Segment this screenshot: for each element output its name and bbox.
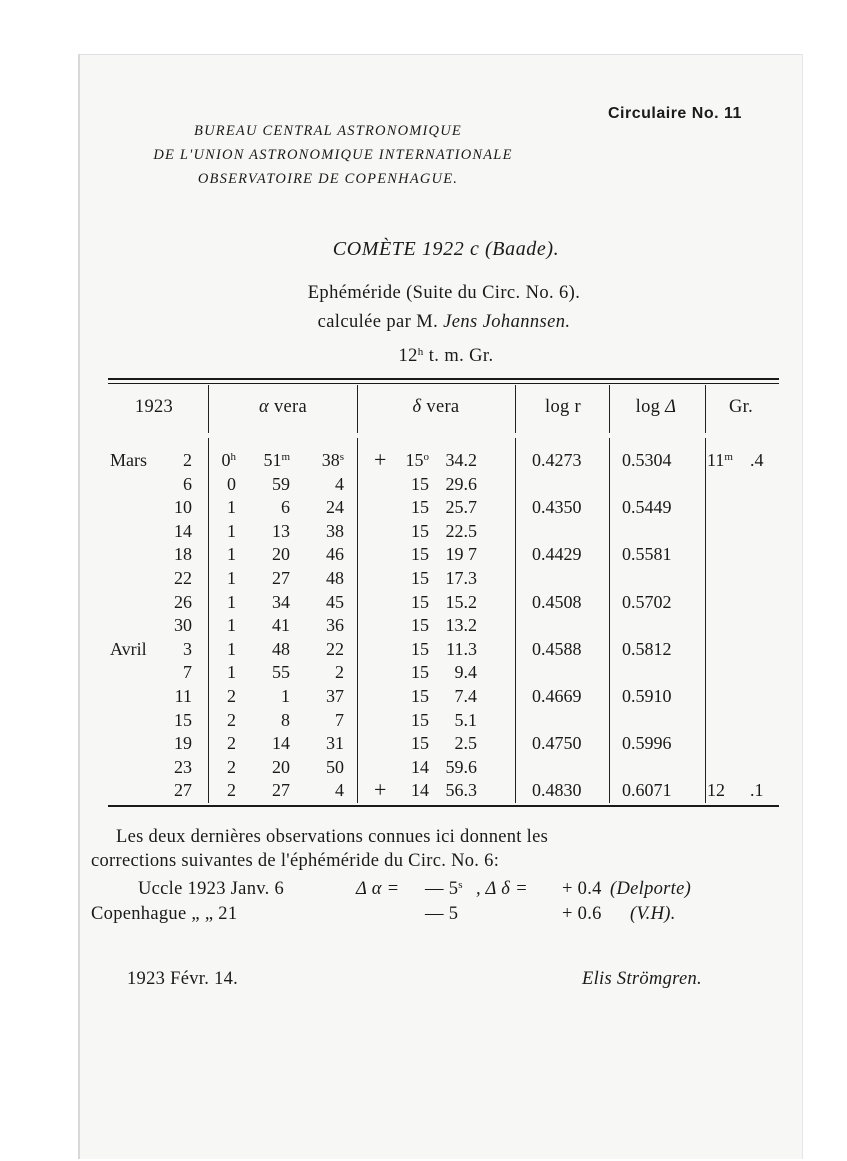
header-log-r: log r xyxy=(545,397,581,417)
row-log-r: 0.4750 xyxy=(532,733,582,754)
row-dec-degrees: 15 xyxy=(411,591,429,612)
row-ra-seconds: 36 xyxy=(326,615,344,636)
row-ra-hours: 1 xyxy=(227,591,236,612)
row-ra-seconds: 38$^s$ xyxy=(321,450,344,470)
row-magnitude-decimal: .1 xyxy=(750,780,764,801)
row-ra-seconds: 31 xyxy=(326,733,344,754)
unit-superscript: m xyxy=(281,451,290,463)
row-ra-seconds: 22 xyxy=(326,638,344,659)
row-day: 27 xyxy=(174,780,192,801)
row-dec-degrees: 15$^o$ xyxy=(405,450,429,470)
row-log-r: 0.4429 xyxy=(532,544,582,565)
row-dec-minutes: 22.5 xyxy=(445,520,477,541)
row-dec-minutes: 11.3 xyxy=(446,638,477,659)
row-dec-degrees: 15 xyxy=(411,520,429,541)
row-dec-degrees: 15 xyxy=(411,615,429,636)
row-day: 6 xyxy=(183,473,192,494)
row-dec-minutes: 34.2 xyxy=(445,450,477,470)
row-ra-minutes: 27 xyxy=(272,780,290,801)
row-day: 26 xyxy=(174,591,192,612)
row-ra-hours: 2 xyxy=(227,733,236,754)
row-dec-degrees: 15 xyxy=(411,544,429,565)
unit-superscript: s xyxy=(339,451,344,463)
row-ra-seconds: 4 xyxy=(335,780,344,801)
row-dec-sign: + xyxy=(374,777,387,803)
row-dec-degrees: 15 xyxy=(411,733,429,754)
row-log-delta: 0.5581 xyxy=(622,544,672,565)
row-ra-hours: 1 xyxy=(227,662,236,683)
header-log-delta: log Δ xyxy=(635,397,677,417)
row-dec-minutes: 17.3 xyxy=(445,568,477,588)
row-log-delta: 0.5449 xyxy=(622,497,672,518)
row-day: 19 xyxy=(174,733,192,754)
computer-name: Jens Johannsen. xyxy=(443,312,571,332)
col-sep-5-head xyxy=(705,385,706,433)
table-top-rule-thin xyxy=(108,383,779,384)
row-day: 2 xyxy=(183,450,192,470)
row-dec-degrees: 15 xyxy=(411,709,429,730)
bureau-line-3: OBSERVATOIRE DE COPENHAGUE. xyxy=(197,171,459,187)
row-log-r: 0.4273 xyxy=(532,450,582,470)
row-ra-minutes: 51$^m$ xyxy=(263,450,290,470)
circular-number: Circulaire No. 11 xyxy=(608,105,742,122)
col-sep-4 xyxy=(609,438,610,803)
signature: Elis Strömgren. xyxy=(582,969,702,989)
notes-line-1: Les deux dernières observations connues ici donnent les xyxy=(116,827,549,847)
row-month: Mars xyxy=(110,450,147,470)
row-ra-seconds: 7 xyxy=(335,709,344,730)
row-ra-minutes: 20 xyxy=(272,544,290,565)
col-sep-3 xyxy=(515,438,516,803)
col-sep-5 xyxy=(705,438,706,803)
computed-by: calculée par M. Jens Johannsen. xyxy=(317,312,571,332)
row-dec-sign: + xyxy=(374,447,387,472)
header-magnitude: Gr. xyxy=(728,397,754,417)
row-day: 3 xyxy=(183,638,192,659)
row-dec-minutes: 15.2 xyxy=(445,591,477,612)
col-sep-3-head xyxy=(515,385,516,433)
row-ra-hours: 1 xyxy=(227,544,236,565)
row-log-r: 0.4588 xyxy=(532,638,582,659)
row-dec-degrees: 15 xyxy=(411,638,429,659)
row-dec-minutes: 29.6 xyxy=(445,473,477,494)
row-magnitude: 11$^m$ xyxy=(707,450,733,470)
row-dec-minutes: 59.6 xyxy=(445,756,477,777)
row-ra-minutes: 20 xyxy=(272,756,290,777)
col-sep-1-head xyxy=(208,385,209,433)
row-dec-minutes: 7.4 xyxy=(454,686,477,706)
obs-uccle-dd-label: , Δ δ = xyxy=(476,879,528,899)
row-day: 10 xyxy=(174,497,192,518)
row-ra-hours: 2 xyxy=(227,686,236,706)
row-dec-minutes: 5.1 xyxy=(454,709,477,730)
obs-copenhague-da: — 5 xyxy=(425,904,459,924)
row-ra-seconds: 50 xyxy=(326,756,344,777)
row-dec-degrees: 15 xyxy=(411,497,429,518)
issue-date: 1923 Févr. 14. xyxy=(127,969,239,989)
row-ra-minutes: 48 xyxy=(272,638,290,659)
row-dec-degrees: 15 xyxy=(411,568,429,588)
row-day: 30 xyxy=(174,615,192,636)
row-ra-hours: 0 xyxy=(227,473,236,494)
row-day: 14 xyxy=(174,520,192,541)
row-ra-hours: 1 xyxy=(227,497,236,518)
row-ra-minutes: 27 xyxy=(272,568,290,588)
notes-line-2: corrections suivantes de l'éphéméride du Circ. No. 6: xyxy=(91,851,500,871)
row-ra-hours: 1 xyxy=(227,615,236,636)
row-ra-minutes: 1 xyxy=(281,686,290,706)
row-dec-minutes: 9.4 xyxy=(454,662,477,683)
row-ra-hours: 2 xyxy=(227,756,236,777)
unit-superscript: o xyxy=(423,451,429,463)
obs-copenhague-observer: (V.H). xyxy=(630,904,676,924)
row-log-r: 0.4669 xyxy=(532,686,582,706)
row-dec-degrees: 15 xyxy=(411,662,429,683)
obs-copenhague-dd: + 0.6 xyxy=(562,904,602,924)
row-ra-minutes: 59 xyxy=(272,473,290,494)
row-ra-minutes: 34 xyxy=(272,591,290,612)
row-day: 7 xyxy=(183,662,192,683)
row-month: Avril xyxy=(110,638,147,659)
row-ra-minutes: 13 xyxy=(272,520,290,541)
row-dec-minutes: 2.5 xyxy=(454,733,477,754)
bureau-line-2: DE L'UNION ASTRONOMIQUE INTERNATIONALE xyxy=(153,147,513,163)
row-ra-seconds: 45 xyxy=(326,591,344,612)
row-magnitude-decimal: .4 xyxy=(750,450,764,470)
row-ra-hours: 0$^h$ xyxy=(221,450,236,470)
col-sep-1 xyxy=(208,438,209,803)
row-ra-seconds: 46 xyxy=(326,544,344,565)
row-ra-minutes: 8 xyxy=(281,709,290,730)
row-ra-hours: 2 xyxy=(227,709,236,730)
row-dec-minutes: 13.2 xyxy=(445,615,477,636)
col-sep-4-head xyxy=(609,385,610,433)
table-top-rule xyxy=(108,378,779,380)
header-year: 1923 xyxy=(134,397,174,417)
row-day: 18 xyxy=(174,544,192,565)
col-sep-2-head xyxy=(357,385,358,433)
row-log-delta: 0.6071 xyxy=(622,780,672,801)
row-day: 15 xyxy=(174,709,192,730)
row-ra-seconds: 4 xyxy=(335,473,344,494)
row-ra-seconds: 37 xyxy=(326,686,344,706)
row-ra-minutes: 41 xyxy=(272,615,290,636)
obs-uccle-place: Uccle 1923 Janv. 6 xyxy=(138,879,284,899)
row-log-delta: 0.5304 xyxy=(622,450,672,470)
row-dec-degrees: 15 xyxy=(411,686,429,706)
row-dec-degrees: 15 xyxy=(411,473,429,494)
row-dec-minutes: 56.3 xyxy=(445,780,477,801)
row-ra-hours: 1 xyxy=(227,520,236,541)
row-ra-hours: 1 xyxy=(227,568,236,588)
row-log-r: 0.4508 xyxy=(532,591,582,612)
row-day: 22 xyxy=(174,568,192,588)
row-ra-seconds: 38 xyxy=(326,520,344,541)
obs-uccle-da-label: Δ α = xyxy=(356,879,400,899)
header-alpha: α vera xyxy=(259,397,307,417)
row-log-delta: 0.5812 xyxy=(622,638,672,659)
col-sep-2 xyxy=(357,438,358,803)
obs-uccle-da: — 5$^s$ xyxy=(425,879,463,899)
bureau-line-1: BUREAU CENTRAL ASTRONOMIQUE xyxy=(194,123,462,139)
row-ra-minutes: 14 xyxy=(272,733,290,754)
row-magnitude: 12 xyxy=(707,780,725,801)
row-log-delta: 0.5702 xyxy=(622,591,672,612)
row-dec-minutes: 19 7 xyxy=(445,544,477,565)
row-day: 23 xyxy=(174,756,192,777)
row-log-r: 0.4350 xyxy=(532,497,582,518)
unit-superscript: m xyxy=(724,451,733,463)
unit-superscript: h xyxy=(230,451,236,463)
row-ra-hours: 2 xyxy=(227,780,236,801)
row-dec-degrees: 14 xyxy=(411,780,429,801)
header-delta: δ vera xyxy=(412,397,460,417)
row-log-delta: 0.5996 xyxy=(622,733,672,754)
row-ra-seconds: 48 xyxy=(326,568,344,588)
row-ra-minutes: 6 xyxy=(281,497,290,518)
row-ra-seconds: 24 xyxy=(326,497,344,518)
time-reference: 12$^h$ t. m. Gr. xyxy=(398,346,494,366)
obs-copenhague-place: Copenhague „ „ 21 xyxy=(91,904,238,924)
row-ra-hours: 1 xyxy=(227,638,236,659)
obs-uccle-dd: + 0.4 xyxy=(562,879,602,899)
row-dec-degrees: 14 xyxy=(411,756,429,777)
obs-uccle-observer: (Delporte) xyxy=(610,879,692,899)
row-ra-seconds: 2 xyxy=(335,662,344,683)
comet-title: COMÈTE 1922 c (Baade). xyxy=(332,238,560,260)
row-dec-minutes: 25.7 xyxy=(445,497,477,518)
row-ra-minutes: 55 xyxy=(272,662,290,683)
row-day: 11 xyxy=(174,686,192,706)
row-log-delta: 0.5910 xyxy=(622,686,672,706)
row-log-r: 0.4830 xyxy=(532,780,582,801)
table-bottom-rule xyxy=(108,805,779,807)
ephemeris-subtitle: Ephéméride (Suite du Circ. No. 6). xyxy=(307,283,581,303)
